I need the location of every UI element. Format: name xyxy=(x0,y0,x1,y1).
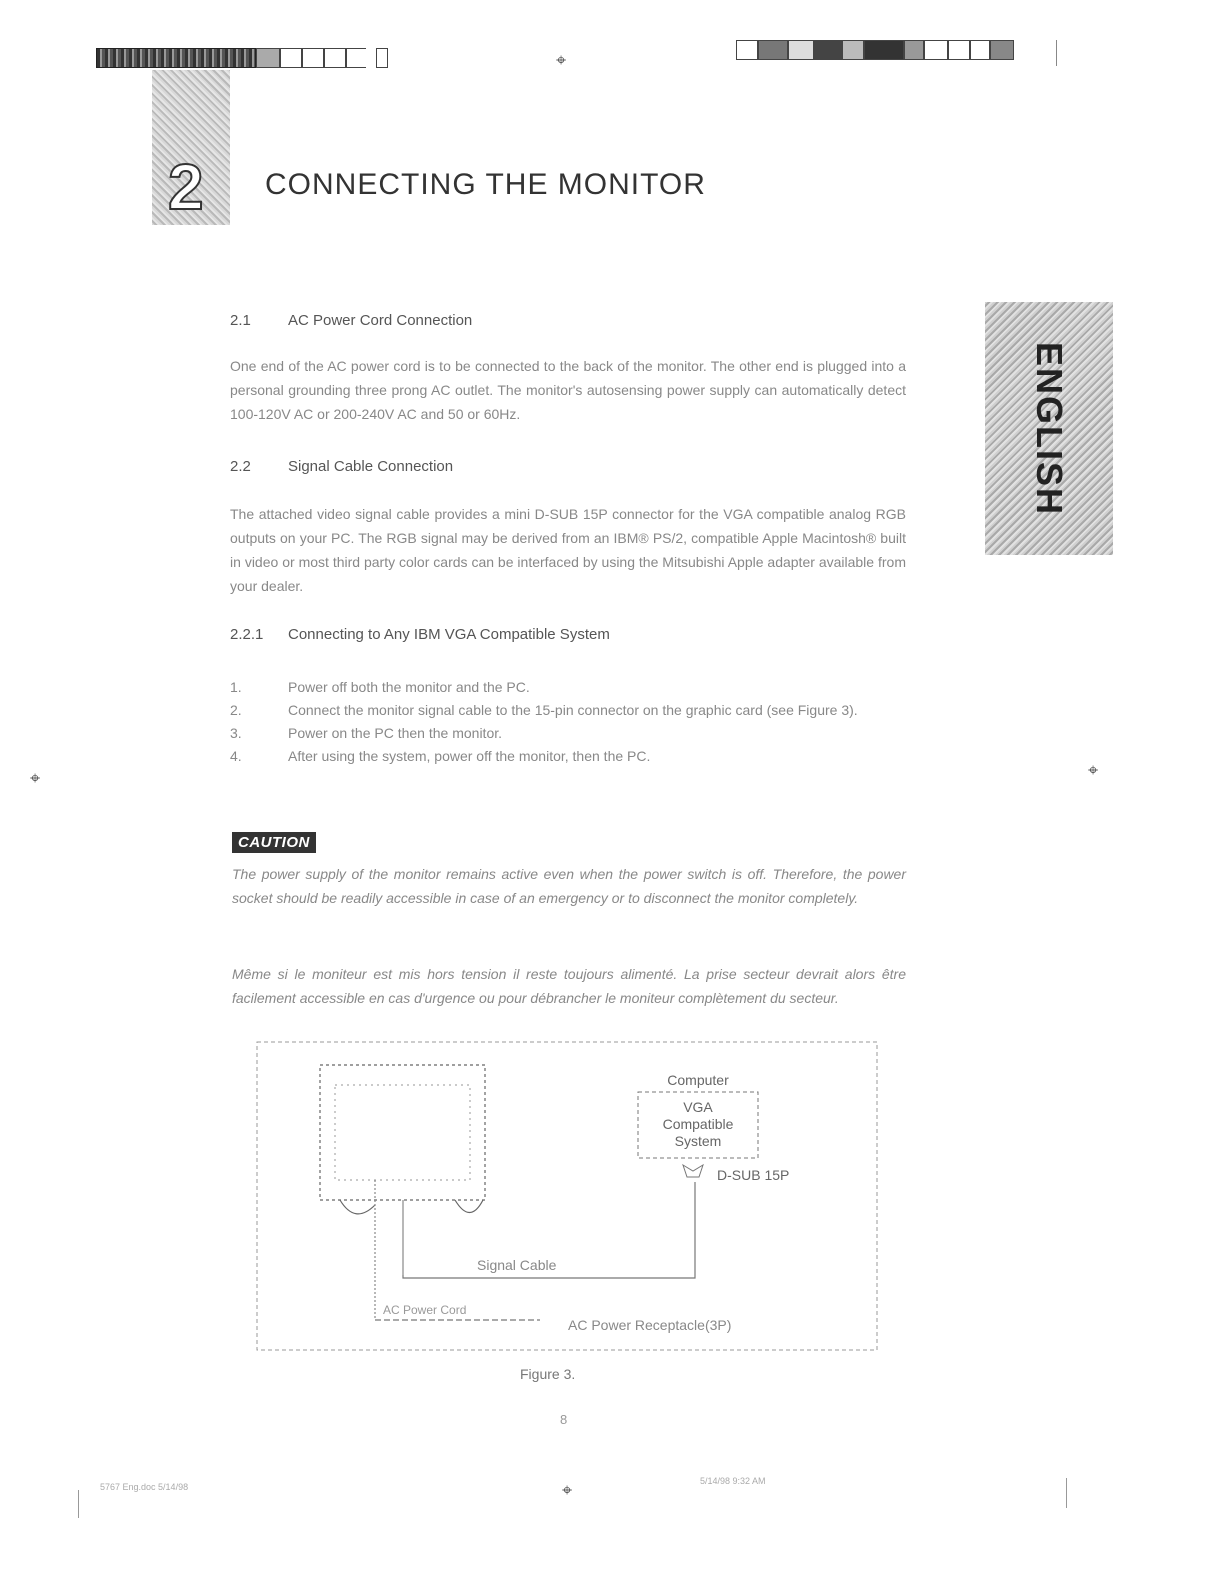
registration-mark-icon: ⌖ xyxy=(562,1480,573,1500)
language-tab-label: ENGLISH xyxy=(1029,341,1070,516)
system-label-line1: VGA xyxy=(683,1099,713,1115)
section-heading xyxy=(230,458,453,475)
section-body: One end of the AC power cord is to be connected to the back of the monitor. The other end is plugged into a personal grounding three prong AC outlet. The monitor's autosensing power supply can automatically detect 100-120V AC or 200-240V AC and 50 or 60Hz. xyxy=(230,358,906,422)
chapter-number: 2 xyxy=(168,151,204,223)
connector-label: D-SUB 15P xyxy=(717,1167,790,1183)
power-cord-label: AC Power Cord xyxy=(383,1303,467,1317)
list-item: 1. Power off both the monitor and the PC. xyxy=(230,679,530,695)
section-body: The attached video signal cable provides a mini D-SUB 15P connector for the VGA compatible analog RGB outputs on your PC. The RGB signal may be derived from an IBM® PS/2, compatible Apple Macintosh® built in video or most third party color cards can be interfaced by using the Mitsubishi Apple adapter available from your dealer. xyxy=(230,506,906,594)
crop-mark xyxy=(1066,1478,1067,1508)
section-number: 2.2 xyxy=(230,458,251,475)
crop-mark xyxy=(1056,40,1057,66)
header-strip-right xyxy=(736,40,1014,60)
header-strip-left xyxy=(96,48,402,68)
system-label-line2: Compatible xyxy=(662,1116,734,1132)
connection-diagram xyxy=(255,1040,880,1355)
registration-mark-icon: ⌖ xyxy=(556,50,567,70)
section-number: 2.1 xyxy=(230,312,251,329)
monitor-rear-icon xyxy=(320,1065,485,1320)
diagram-frame xyxy=(257,1042,877,1350)
system-label-line3: System xyxy=(674,1133,722,1149)
registration-mark-icon: ⌖ xyxy=(1088,760,1099,780)
list-item: 3. Power on the PC then the monitor. xyxy=(230,725,503,741)
caution-badge: CAUTION xyxy=(232,832,316,853)
language-tab xyxy=(985,302,1113,555)
caution-text-english: The power supply of the monitor remains active even when the power switch is off. Therefore, the power socket should be readily accessible in case of an emergency or to disconnect the monitor completely. xyxy=(232,866,906,906)
chapter-title: CONNECTING THE MONITOR xyxy=(265,168,706,201)
footer-right-text: 5/14/98 9:32 AM xyxy=(700,1476,766,1486)
footer-left-text: 5767 Eng.doc 5/14/98 xyxy=(100,1482,189,1492)
computer-label: Computer xyxy=(667,1072,729,1088)
registration-mark-icon: ⌖ xyxy=(30,768,41,788)
dsub-connector-icon xyxy=(683,1165,703,1177)
section-title: AC Power Cord Connection xyxy=(288,312,473,329)
section-number: 2.2.1 xyxy=(230,626,264,643)
section-heading xyxy=(230,626,610,643)
section-title: Signal Cable Connection xyxy=(288,458,454,475)
page-number: 8 xyxy=(560,1412,568,1427)
section-title: Connecting to Any IBM VGA Compatible System xyxy=(288,626,610,643)
section-heading xyxy=(230,312,472,329)
receptacle-label: AC Power Receptacle(3P) xyxy=(568,1317,732,1333)
signal-cable-label: Signal Cable xyxy=(477,1257,557,1273)
caution-text-french: Même si le moniteur est mis hors tension il reste toujours alimenté. La prise secteur devrait alors être facilement accessible en cas d'urgence ou pour débrancher le moniteur complètement du secteur. xyxy=(232,966,906,1006)
steps-list xyxy=(230,676,906,768)
crop-mark xyxy=(78,1490,79,1518)
list-item: 4. After using the system, power off the monitor, then the PC. xyxy=(230,748,651,764)
figure-caption: Figure 3. xyxy=(520,1366,576,1382)
list-item: 2. Connect the monitor signal cable to the 15-pin connector on the graphic card (see Figure 3). xyxy=(230,702,858,718)
